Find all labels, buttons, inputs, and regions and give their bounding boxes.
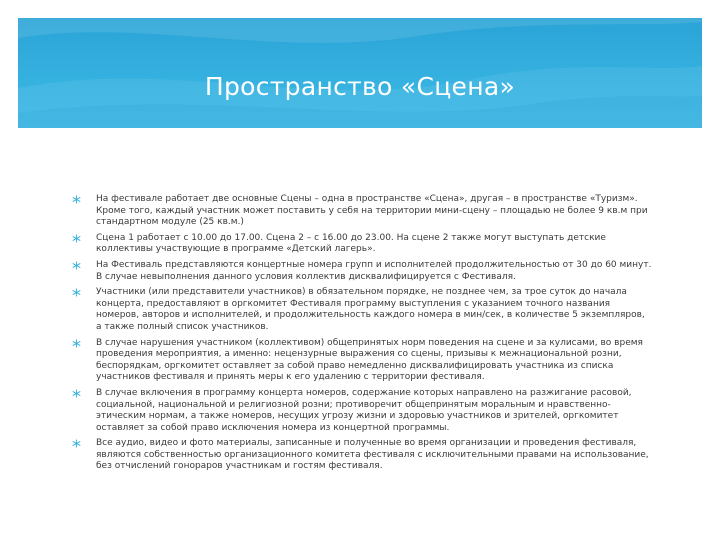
list-item: [72, 338, 652, 384]
list-item: [72, 287, 652, 333]
page-title: Пространство «Сцена»: [204, 72, 516, 101]
bullet-text: В случае включения в программу концерта номеров, содержание которых направлено на разжигание расовой, социальной, национальной и религиозной розни; противоречит общепринятым моральным и нравственно-этическим нормам, а также номеров, несущих угрозу жизни и здоровью участников и зрителей, оргкомитет оставляет за собой право исключения номера из концертной программы.: [96, 387, 632, 433]
bullet-text: На фестивале работает две основные Сцены – одна в пространстве «Сцена», другая – в пространстве «Туризм». Кроме того, каждый участник может поставить у себя на территории мини-сцену – площадью не более 9 кв.м при стандартном модуле (25 кв.м.): [96, 194, 648, 228]
list-item: [72, 260, 652, 283]
list-item: [72, 388, 652, 434]
list-item: [72, 438, 652, 473]
asterisk-icon: [72, 339, 81, 348]
list-item: [72, 233, 652, 256]
bullet-list: [72, 194, 652, 473]
bullet-text: В случае нарушения участником (коллективом) общепринятых норм поведения на сцене и за кулисами, во время проведения мероприятия, а именно: нецензурные выражения со сцены, призывы к межнациональной розни, беспорядкам, оргкомитет оставляет за собой право немедленно дисквалифицировать участника из списка участников фестиваля и принять меры к его удалению с территории фестиваля.: [96, 337, 643, 383]
bullet-text: На Фестиваль представляются концертные номера групп и исполнителей продолжительностью от 30 до 60 минут. В случае невыполнения данного условия коллектив дисквалифицируется с Фестиваля.: [96, 259, 652, 282]
asterisk-icon: [72, 439, 81, 448]
asterisk-icon: [72, 288, 81, 297]
bullet-text: Сцена 1 работает с 10.00 до 17.00. Сцена 2 – с 16.00 до 23.00. На сцене 2 также могут выступать детские коллективы участвующие в программе «Детский лагерь».: [96, 232, 606, 255]
content-area: [72, 194, 652, 473]
asterisk-icon: [72, 261, 81, 270]
bullet-text: Все аудио, видео и фото материалы, записанные и полученные во время организации и проведения фестиваля, являются собственностью организационного комитета фестиваля с исключительными правами на использование, без отчислений гонораров участникам и гостям фестиваля.: [96, 438, 649, 472]
asterisk-icon: [72, 195, 81, 204]
bullet-text: Участники (или представители участников) в обязательном порядке, не позднее чем, за трое суток до начала концерта, предоставляют в оргкомитет Фестиваля программу выступления с указанием точного названия номеров, авторов и исполнителей, и продолжительность каждого номера в мин/сек, в количестве 5 экземпляров, а также полный список участников.: [96, 287, 645, 332]
asterisk-icon: [72, 389, 81, 398]
title-banner: [18, 18, 702, 128]
asterisk-icon: [72, 234, 81, 243]
list-item: [72, 194, 652, 229]
